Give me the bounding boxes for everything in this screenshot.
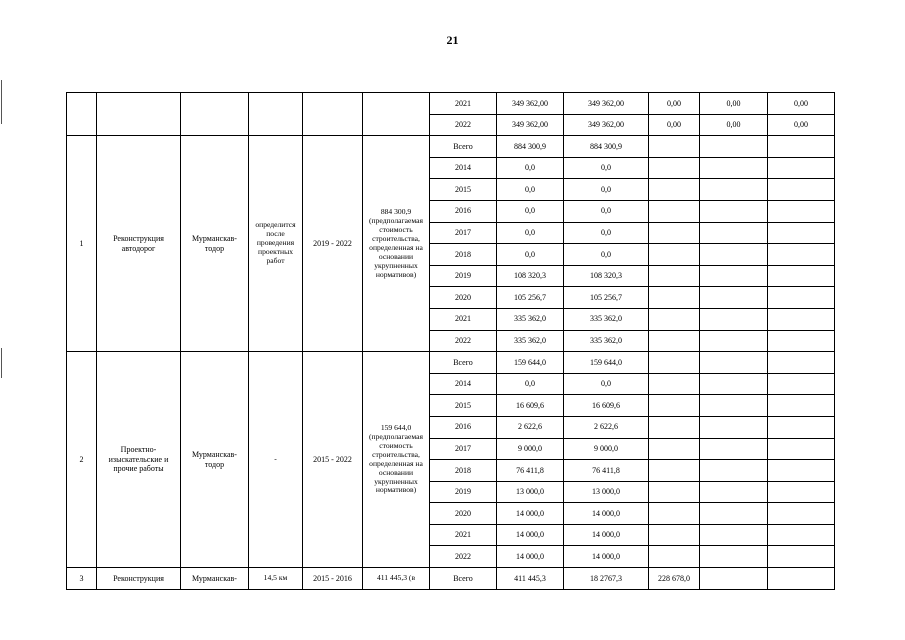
source-cell-3 <box>700 524 768 546</box>
source-cell-1: 0,0 <box>564 373 649 395</box>
source-cell-2 <box>649 200 700 222</box>
source-cell-4 <box>768 524 835 546</box>
continued-name-cell <box>97 93 181 136</box>
total-cell: 0,0 <box>497 222 564 244</box>
source-cell-4: 0,00 <box>768 93 835 115</box>
source-cell-4 <box>768 179 835 201</box>
source-cell-2 <box>649 265 700 287</box>
customer-cell: Мурманскав-тодор <box>181 352 249 568</box>
total-cell: 2 622,6 <box>497 416 564 438</box>
source-cell-1: 16 609,6 <box>564 395 649 417</box>
total-cell: 14 000,0 <box>497 503 564 525</box>
source-cell-1: 2 622,6 <box>564 416 649 438</box>
source-cell-3 <box>700 438 768 460</box>
year-cell: 2016 <box>430 200 497 222</box>
source-cell-3: 0,00 <box>700 114 768 136</box>
year-cell: 2016 <box>430 416 497 438</box>
estimated-cost-cell: 411 445,3 (в <box>363 568 430 590</box>
source-cell-1: 349 362,00 <box>564 114 649 136</box>
source-cell-3 <box>700 136 768 158</box>
source-cell-2: 228 678,0 <box>649 568 700 590</box>
estimated-cost-cell: 884 300,9 (предполагаемая стоимость строительства, определенная на основании укрупненных нормативов) <box>363 136 430 352</box>
source-cell-3 <box>700 568 768 590</box>
source-cell-1: 0,0 <box>564 200 649 222</box>
source-cell-4 <box>768 287 835 309</box>
year-cell: 2018 <box>430 244 497 266</box>
source-cell-1: 14 000,0 <box>564 503 649 525</box>
total-cell: 335 362,0 <box>497 308 564 330</box>
source-cell-2: 0,00 <box>649 93 700 115</box>
source-cell-4: 0,00 <box>768 114 835 136</box>
source-cell-4 <box>768 395 835 417</box>
total-cell: 0,0 <box>497 200 564 222</box>
source-cell-3 <box>700 546 768 568</box>
capacity-cell: - <box>249 352 303 568</box>
total-cell: 0,0 <box>497 179 564 201</box>
source-cell-1: 335 362,0 <box>564 308 649 330</box>
period-cell: 2015 - 2016 <box>303 568 363 590</box>
source-cell-2 <box>649 524 700 546</box>
source-cell-2 <box>649 395 700 417</box>
total-cell: 0,0 <box>497 157 564 179</box>
total-cell: 159 644,0 <box>497 352 564 374</box>
year-cell: 2021 <box>430 93 497 115</box>
source-cell-2 <box>649 438 700 460</box>
total-cell: 411 445,3 <box>497 568 564 590</box>
customer-cell: Мурманскав- <box>181 568 249 590</box>
source-cell-2 <box>649 179 700 201</box>
period-cell: 2019 - 2022 <box>303 136 363 352</box>
estimated-cost-cell: 159 644,0 (предполагаемая стоимость строительства, определенная на основании укрупненных нормативов) <box>363 352 430 568</box>
total-cell: 14 000,0 <box>497 524 564 546</box>
source-cell-3 <box>700 503 768 525</box>
source-cell-4 <box>768 373 835 395</box>
source-cell-4 <box>768 546 835 568</box>
source-cell-3: 0,00 <box>700 93 768 115</box>
project-number-cell: 1 <box>67 136 97 352</box>
source-cell-2 <box>649 460 700 482</box>
source-cell-3 <box>700 460 768 482</box>
total-cell: 13 000,0 <box>497 481 564 503</box>
year-cell: 2021 <box>430 524 497 546</box>
source-cell-1: 0,0 <box>564 244 649 266</box>
source-cell-2 <box>649 308 700 330</box>
source-cell-1: 9 000,0 <box>564 438 649 460</box>
source-cell-1: 108 320,3 <box>564 265 649 287</box>
total-cell: 16 609,6 <box>497 395 564 417</box>
source-cell-1: 76 411,8 <box>564 460 649 482</box>
total-cell: 0,0 <box>497 373 564 395</box>
source-cell-1: 0,0 <box>564 157 649 179</box>
year-cell: 2014 <box>430 373 497 395</box>
source-cell-1: 14 000,0 <box>564 546 649 568</box>
source-cell-1: 159 644,0 <box>564 352 649 374</box>
source-cell-2 <box>649 416 700 438</box>
table-row <box>67 93 835 115</box>
project-name-cell: Реконструкция автодорог <box>97 136 181 352</box>
source-cell-4 <box>768 481 835 503</box>
year-cell: 2019 <box>430 481 497 503</box>
project-number-cell: 2 <box>67 352 97 568</box>
source-cell-2 <box>649 373 700 395</box>
table-row <box>67 136 835 158</box>
year-cell: Всего <box>430 568 497 590</box>
project-name-cell: Проектно-изыскательские и прочие работы <box>97 352 181 568</box>
year-cell: 2020 <box>430 503 497 525</box>
source-cell-2 <box>649 481 700 503</box>
source-cell-3 <box>700 395 768 417</box>
period-cell: 2015 - 2022 <box>303 352 363 568</box>
source-cell-4 <box>768 200 835 222</box>
capacity-cell: 14,5 км <box>249 568 303 590</box>
year-cell: 2020 <box>430 287 497 309</box>
source-cell-4 <box>768 244 835 266</box>
source-cell-1: 0,0 <box>564 179 649 201</box>
total-cell: 76 411,8 <box>497 460 564 482</box>
year-cell: 2018 <box>430 460 497 482</box>
source-cell-3 <box>700 373 768 395</box>
total-cell: 9 000,0 <box>497 438 564 460</box>
source-cell-2 <box>649 157 700 179</box>
year-cell: 2015 <box>430 179 497 201</box>
total-cell: 105 256,7 <box>497 287 564 309</box>
table-body <box>67 93 835 590</box>
continued-capacity-cell <box>249 93 303 136</box>
customer-cell: Мурманскав-тодор <box>181 136 249 352</box>
source-cell-2 <box>649 503 700 525</box>
year-cell: 2017 <box>430 222 497 244</box>
table-row <box>67 568 835 590</box>
total-cell: 884 300,9 <box>497 136 564 158</box>
source-cell-3 <box>700 244 768 266</box>
source-cell-2 <box>649 352 700 374</box>
year-cell: 2017 <box>430 438 497 460</box>
total-cell: 0,0 <box>497 244 564 266</box>
continued-period-cell <box>303 93 363 136</box>
page-number: 21 <box>446 33 459 47</box>
total-cell: 108 320,3 <box>497 265 564 287</box>
table-row <box>67 352 835 374</box>
source-cell-1: 0,0 <box>564 222 649 244</box>
year-cell: 2022 <box>430 114 497 136</box>
total-cell: 349 362,00 <box>497 93 564 115</box>
source-cell-4 <box>768 352 835 374</box>
source-cell-4 <box>768 157 835 179</box>
project-number-cell: 3 <box>67 568 97 590</box>
total-cell: 14 000,0 <box>497 546 564 568</box>
continued-num-cell <box>67 93 97 136</box>
source-cell-1: 13 000,0 <box>564 481 649 503</box>
source-cell-4 <box>768 416 835 438</box>
source-cell-3 <box>700 222 768 244</box>
budget-table <box>66 92 835 590</box>
source-cell-3 <box>700 416 768 438</box>
total-cell: 349 362,00 <box>497 114 564 136</box>
source-cell-3 <box>700 157 768 179</box>
source-cell-2 <box>649 136 700 158</box>
year-cell: Всего <box>430 136 497 158</box>
source-cell-3 <box>700 352 768 374</box>
source-cell-4 <box>768 503 835 525</box>
year-cell: 2019 <box>430 265 497 287</box>
year-cell: 2022 <box>430 546 497 568</box>
source-cell-2 <box>649 330 700 352</box>
source-cell-2: 0,00 <box>649 114 700 136</box>
capacity-cell: определится после проведения проектных работ <box>249 136 303 352</box>
source-cell-3 <box>700 200 768 222</box>
continued-cost-cell <box>363 93 430 136</box>
scan-edge-mark <box>1 80 2 124</box>
source-cell-1: 105 256,7 <box>564 287 649 309</box>
source-cell-3 <box>700 265 768 287</box>
source-cell-3 <box>700 287 768 309</box>
year-cell: 2014 <box>430 157 497 179</box>
source-cell-3 <box>700 481 768 503</box>
source-cell-1: 18 2767,3 <box>564 568 649 590</box>
total-cell: 335 362,0 <box>497 330 564 352</box>
source-cell-4 <box>768 222 835 244</box>
source-cell-2 <box>649 287 700 309</box>
source-cell-2 <box>649 244 700 266</box>
source-cell-1: 349 362,00 <box>564 93 649 115</box>
source-cell-4 <box>768 330 835 352</box>
source-cell-3 <box>700 330 768 352</box>
source-cell-1: 335 362,0 <box>564 330 649 352</box>
scan-edge-mark <box>1 348 2 378</box>
source-cell-2 <box>649 222 700 244</box>
year-cell: 2015 <box>430 395 497 417</box>
source-cell-4 <box>768 460 835 482</box>
source-cell-4 <box>768 308 835 330</box>
source-cell-1: 884 300,9 <box>564 136 649 158</box>
source-cell-2 <box>649 546 700 568</box>
source-cell-3 <box>700 308 768 330</box>
year-cell: 2021 <box>430 308 497 330</box>
source-cell-1: 14 000,0 <box>564 524 649 546</box>
source-cell-3 <box>700 179 768 201</box>
source-cell-4 <box>768 438 835 460</box>
continued-customer-cell <box>181 93 249 136</box>
source-cell-4 <box>768 136 835 158</box>
source-cell-4 <box>768 568 835 590</box>
year-cell: Всего <box>430 352 497 374</box>
project-name-cell: Реконструкция <box>97 568 181 590</box>
year-cell: 2022 <box>430 330 497 352</box>
source-cell-4 <box>768 265 835 287</box>
